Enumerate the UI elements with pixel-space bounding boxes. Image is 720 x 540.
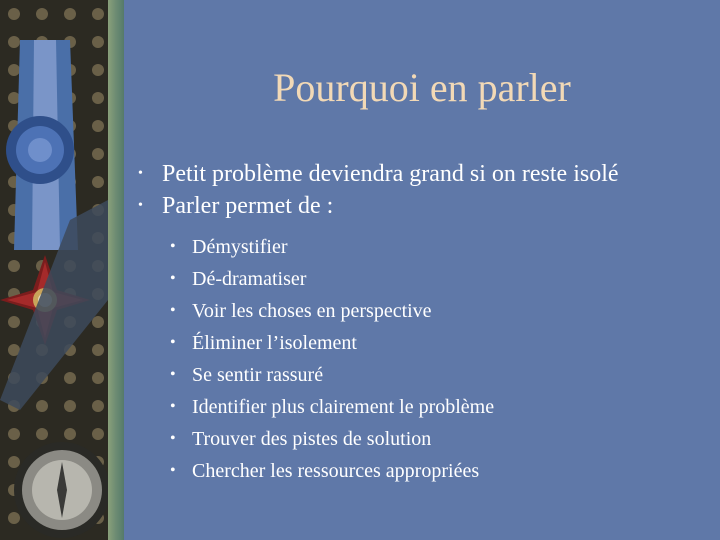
bullet-icon: • (170, 430, 176, 447)
main-bullet-item (138, 190, 619, 222)
sub-bullet-item (170, 455, 494, 487)
sub-bullet-item (170, 231, 494, 263)
sub-bullet-text: Éliminer l’isolement (192, 332, 357, 354)
main-bullet-text: Parler permet de : (162, 193, 334, 219)
medals-illustration (0, 0, 108, 540)
sub-bullet-item (170, 327, 494, 359)
bullet-icon: • (170, 462, 176, 479)
bullet-icon: • (170, 398, 176, 415)
sub-bullet-text: Dé-dramatiser (192, 268, 307, 290)
sub-bullet-text: Se sentir rassuré (192, 364, 324, 386)
sub-bullet-text: Trouver des pistes de solution (192, 428, 432, 450)
bullet-icon: • (170, 334, 176, 351)
sub-bullet-item (170, 391, 494, 423)
sub-bullet-text: Chercher les ressources appropriées (192, 460, 480, 482)
sub-bullet-item (170, 359, 494, 391)
sub-bullet-text: Identifier plus clairement le problème (192, 396, 495, 418)
decorative-medals-image (0, 0, 108, 540)
sub-bullet-item (170, 423, 494, 455)
sub-bullet-item (170, 263, 494, 295)
sub-bullet-text: Démystifier (192, 236, 288, 258)
sub-bullet-item (170, 295, 494, 327)
bullet-icon: • (138, 166, 143, 181)
bullet-icon: • (170, 238, 176, 255)
bullet-icon: • (170, 270, 176, 287)
sub-bullet-list (170, 231, 494, 487)
main-bullet-item (138, 158, 619, 190)
bullet-icon: • (170, 366, 176, 383)
slide-title: Pourquoi en parler (273, 65, 571, 110)
main-bullet-text: Petit problème deviendra grand si on reste isolé (162, 161, 619, 187)
main-bullet-list (138, 158, 619, 222)
sub-bullet-text: Voir les choses en perspective (192, 300, 432, 322)
bullet-icon: • (170, 302, 176, 319)
bullet-icon: • (138, 198, 143, 213)
vertical-divider-bar (108, 0, 124, 540)
